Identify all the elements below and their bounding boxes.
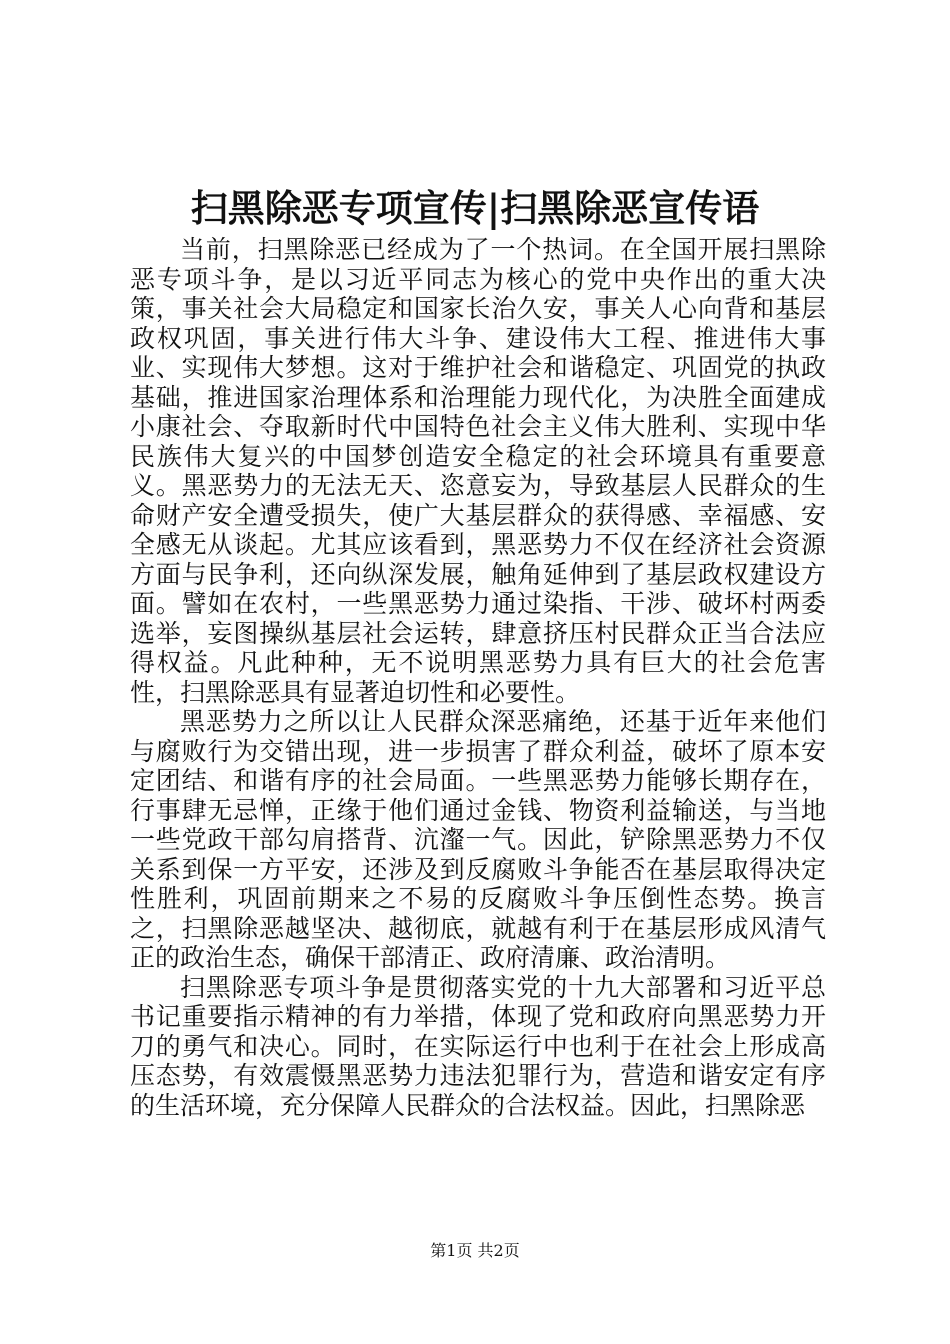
page-footer: 第1页 共2页: [430, 1241, 520, 1260]
paragraph-1: 当前，扫黑除恶已经成为了一个热词。在全国开展扫黑除恶专项斗争，是以习近平同志为核心的党中央作出的重大决策，事关社会大局稳定和国家长治久安，事关人心向背和基层政权巩固，事关进行伟大斗争、建设伟大工程、推进伟大事业、实现伟大梦想。这对于维护社会和谐稳定、巩固党的执政基础，推进国家治理体系和治理能力现代化，为决胜全面建成小康社会、夺取新时代中国特色社会主义伟大胜利、实现中华民族伟大复兴的中国梦创造安全稳定的社会环境具有重要意义。黑恶势力的无法无天、恣意妄为，导致基层人民群众的生命财产安全遭受损失，使广大基层群众的获得感、幸福感、安全感无从谈起。尤其应该看到，黑恶势力不仅在经济社会资源方面与民争利，还向纵深发展，触角延伸到了基层政权建设方面。譬如在农村，一些黑恶势力通过染指、干涉、破坏村两委选举，妄图操纵基层社会运转，肆意挤压村民群众正当合法应得权益。凡此种种，无不说明黑恶势力具有巨大的社会危害性，扫黑除恶具有显著迫切性和必要性。: [130, 235, 826, 707]
document-title: 扫黑除恶专项宣传|扫黑除恶宣传语: [190, 186, 760, 230]
document-body: [130, 235, 826, 1120]
paragraph-2: 黑恶势力之所以让人民群众深恶痛绝，还基于近年来他们与腐败行为交错出现，进一步损害了群众利益，破坏了原本安定团结、和谐有序的社会局面。一些黑恶势力能够长期存在，行事肆无忌惮，正缘于他们通过金钱、物资利益输送，与当地一些党政干部勾肩搭背、沆瀣一气。因此，铲除黑恶势力不仅关系到保一方平安，还涉及到反腐败斗争能否在基层取得决定性胜利，巩固前期来之不易的反腐败斗争压倒性态势。换言之，扫黑除恶越坚决、越彻底，就越有利于在基层形成风清气正的政治生态，确保干部清正、政府清廉、政治清明。: [130, 707, 826, 972]
paragraph-3: 扫黑除恶专项斗争是贯彻落实党的十九大部署和习近平总书记重要指示精神的有力举措，体现了党和政府向黑恶势力开刀的勇气和决心。同时，在实际运行中也利于在社会上形成高压态势，有效震慑黑恶势力违法犯罪行为，营造和谐安定有序的生活环境，充分保障人民群众的合法权益。因此，扫黑除恶: [130, 972, 826, 1120]
